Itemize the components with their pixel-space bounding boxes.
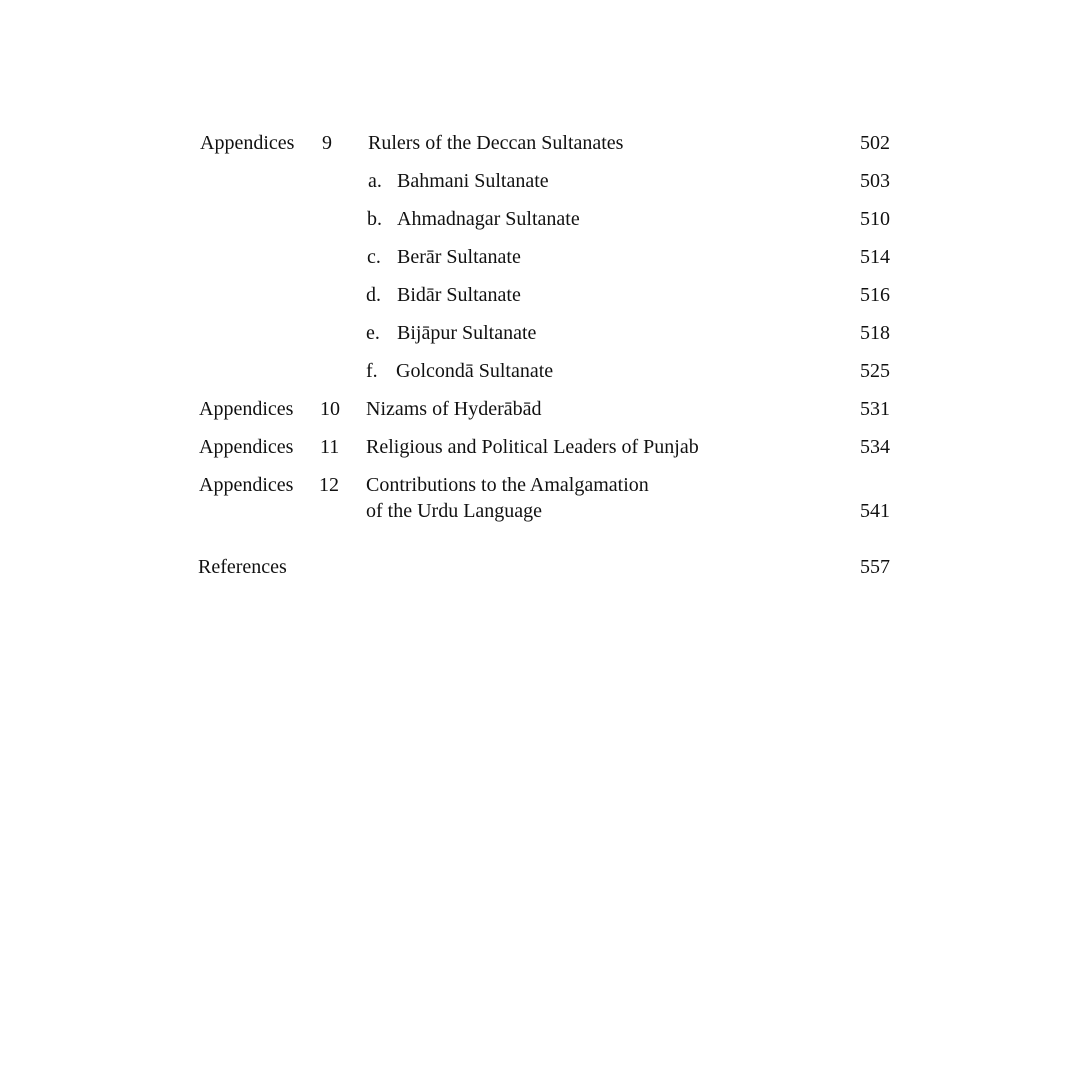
entry-page: 502: [860, 132, 890, 154]
subentry-title: Bahmani Sultanate: [397, 170, 549, 192]
entry-label: Appendices: [199, 398, 294, 420]
subentry-title: Ahmadnagar Sultanate: [397, 208, 580, 230]
entry-title-line-1: Contributions to the Amalgamation: [366, 474, 649, 496]
entry-label: Appendices: [200, 132, 295, 154]
subentry-letter: e.: [366, 322, 380, 344]
subentry-page: 510: [860, 208, 890, 230]
toc-subentry-d: [0, 282, 1080, 308]
references-page: 557: [860, 556, 890, 578]
entry-page: 534: [860, 436, 890, 458]
subentry-page: 516: [860, 284, 890, 306]
subentry-page: 518: [860, 322, 890, 344]
entry-page: 531: [860, 398, 890, 420]
toc-entry-references: [0, 554, 1080, 580]
toc-entry-appendix-10: [0, 396, 1080, 422]
entry-label: Appendices: [199, 436, 294, 458]
subentry-title: Bidār Sultanate: [397, 284, 521, 306]
toc-subentry-b: [0, 206, 1080, 232]
subentry-letter: f.: [366, 360, 378, 382]
subentry-page: 503: [860, 170, 890, 192]
subentry-page: 514: [860, 246, 890, 268]
toc-subentry-c: [0, 244, 1080, 270]
entry-number: 11: [320, 436, 340, 458]
entry-title-line-2: of the Urdu Language: [366, 500, 543, 522]
toc-subentry-e: [0, 320, 1080, 346]
entry-label: Appendices: [199, 474, 294, 496]
entry-page: 541: [860, 500, 890, 522]
subentry-letter: b.: [367, 208, 382, 230]
references-label: References: [198, 556, 287, 578]
entry-title: Nizams of Hyderābād: [366, 398, 542, 420]
toc-subentry-a: [0, 168, 1080, 194]
toc-entry-appendix-9: [0, 130, 1080, 156]
subentry-letter: a.: [368, 170, 382, 192]
entry-number: 12: [319, 474, 339, 496]
subentry-title: Berār Sultanate: [397, 246, 521, 268]
subentry-letter: d.: [366, 284, 381, 306]
entry-title: Religious and Political Leaders of Punjab: [366, 436, 699, 458]
entry-title: [366, 472, 649, 524]
subentry-title: Golcondā Sultanate: [396, 360, 554, 382]
subentry-letter: c.: [367, 246, 381, 268]
toc-subentry-f: [0, 358, 1080, 384]
entry-number: 9: [322, 132, 332, 154]
subentry-title: Bijāpur Sultanate: [397, 322, 537, 344]
subentry-page: 525: [860, 360, 890, 382]
toc-entry-appendix-11: [0, 434, 1080, 460]
entry-title: Rulers of the Deccan Sultanates: [368, 132, 624, 154]
entry-number: 10: [320, 398, 340, 420]
toc-entry-appendix-12: [0, 472, 1080, 526]
